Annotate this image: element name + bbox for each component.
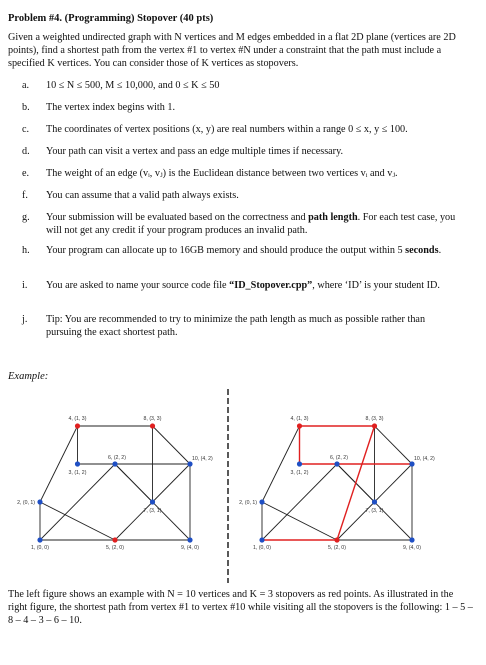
graph-vertex — [112, 537, 117, 542]
item-text: Your path can visit a vertex and pass an edge multiple times if necessary. — [46, 146, 344, 157]
item-text-bold: seconds — [405, 245, 439, 256]
vertex-label: 7, (3, 1) — [365, 508, 384, 514]
item-label: d. — [22, 146, 30, 157]
item-label: f. — [22, 190, 28, 201]
item-label: c. — [22, 124, 30, 135]
vertex-label: 1, (0, 0) — [253, 545, 271, 551]
vertex-label: 1, (0, 0) — [31, 545, 49, 551]
right-graph — [239, 416, 435, 551]
graph-edge — [153, 464, 191, 502]
graph-edge — [40, 426, 78, 502]
graph-vertex — [372, 423, 377, 428]
graph-vertex — [334, 537, 339, 542]
graph-vertex — [372, 499, 377, 504]
vertex-label: 4, (1, 3) — [290, 416, 309, 422]
vertex-label: 10, (4, 2) — [414, 456, 435, 462]
item-label: a. — [22, 80, 30, 91]
graph-vertex — [259, 537, 264, 542]
graph-edge — [262, 426, 300, 502]
item-text-part: . — [438, 245, 442, 256]
item-label: h. — [22, 245, 30, 256]
graph-vertex — [297, 461, 302, 466]
vertex-label: 7, (3, 1) — [143, 508, 162, 514]
item-text: 10 ≤ N ≤ 500, M ≤ 10,000, and 0 ≤ K ≤ 50 — [46, 80, 220, 91]
example-label: Example: — [8, 371, 49, 382]
graph-edge — [153, 426, 191, 464]
vertex-label: 3, (1, 2) — [68, 470, 87, 476]
graph-vertex — [297, 423, 302, 428]
figure-caption: The left figure shows an example with N = 10 vertices and K = 3 stopovers as red points. As illustrated in the right figure, the shortest path from vertex #1 to vertex #10 while visiting all the stopovers is the following: 1 – 5 – 8 – 4 – 3 – 6 – 10. — [8, 589, 473, 626]
path-edge — [337, 426, 375, 540]
problem-title: Problem #4. (Programming) Stopover (40 pts) — [8, 13, 214, 24]
graph-vertex — [409, 537, 414, 542]
item-text: The weight of an edge (vᵢ, vⱼ) is the Euclidean distance between two vertices vᵢ and vⱼ. — [46, 168, 398, 179]
graph-vertex — [187, 461, 192, 466]
graph-vertex — [37, 499, 42, 504]
graph-vertex — [75, 461, 80, 466]
graph-edge — [262, 502, 337, 540]
vertex-label: 4, (1, 3) — [68, 416, 87, 422]
graph-vertex — [259, 499, 264, 504]
vertex-label: 3, (1, 2) — [290, 470, 309, 476]
vertex-label: 5, (2, 0) — [106, 545, 124, 551]
vertex-label: 9, (4, 0) — [181, 545, 199, 551]
item-text-part: , where ‘ID’ is your student ID. — [312, 280, 440, 291]
example-figure — [0, 385, 486, 585]
item-text — [46, 244, 462, 257]
item-text-bold: “ID_Stopover.cpp” — [229, 280, 313, 291]
item-text-part: Your program can allocate up to 16GB memory and should produce the output within 5 — [46, 245, 406, 256]
vertex-label: 2, (0, 1) — [17, 500, 35, 506]
item-text-bold: path length — [308, 212, 358, 223]
item-text: Tip: You are recommended to try to minimize the path length as much as possible rather than pursuing the exact shortest path. — [46, 314, 426, 338]
vertex-label: 8, (3, 3) — [143, 416, 162, 422]
left-graph — [17, 416, 213, 551]
vertex-label: 8, (3, 3) — [365, 416, 384, 422]
item-label: e. — [22, 168, 30, 179]
vertex-label: 9, (4, 0) — [403, 545, 421, 551]
item-text-part: . For each test case, you will not get any credit if your program produces an invalid path. — [46, 212, 456, 236]
vertex-label: 6, (2, 2) — [108, 455, 126, 461]
item-text: The coordinates of vertex positions (x, y) are real numbers within a range 0 ≤ x, y ≤ 100. — [46, 124, 408, 135]
graph-vertex — [150, 499, 155, 504]
item-text-part: Your submission will be evaluated based on the correctness and — [46, 212, 309, 223]
graph-vertex — [187, 537, 192, 542]
item-text: The vertex index begins with 1. — [46, 102, 176, 113]
item-text — [46, 211, 462, 237]
graph-vertex — [37, 537, 42, 542]
graph-edge — [40, 502, 115, 540]
graph-vertex — [112, 461, 117, 466]
graph-vertex — [150, 423, 155, 428]
item-label: b. — [22, 102, 30, 113]
problem-intro: Given a weighted undirected graph with N vertices and M edges embedded in a flat 2D plane (vertices are 2D points), find a shortest path from the vertex #1 to vertex #N under a constraint that the path must include a specified K vertices. You can consider those of K vertices as stopovers. — [8, 32, 456, 69]
item-label: g. — [22, 212, 30, 223]
item-text-part: You are asked to name your source code file — [46, 280, 230, 291]
graph-edge — [375, 426, 413, 464]
vertex-label: 5, (2, 0) — [328, 545, 346, 551]
item-label: j. — [22, 314, 28, 325]
vertex-label: 2, (0, 1) — [239, 500, 257, 506]
item-label: i. — [22, 280, 28, 291]
vertex-label: 10, (4, 2) — [192, 456, 213, 462]
graph-vertex — [409, 461, 414, 466]
item-text: You can assume that a valid path always exists. — [46, 190, 239, 201]
graph-edge — [375, 464, 413, 502]
graph-vertex — [334, 461, 339, 466]
vertex-label: 6, (2, 2) — [330, 455, 348, 461]
graph-vertex — [75, 423, 80, 428]
item-text — [46, 279, 462, 292]
